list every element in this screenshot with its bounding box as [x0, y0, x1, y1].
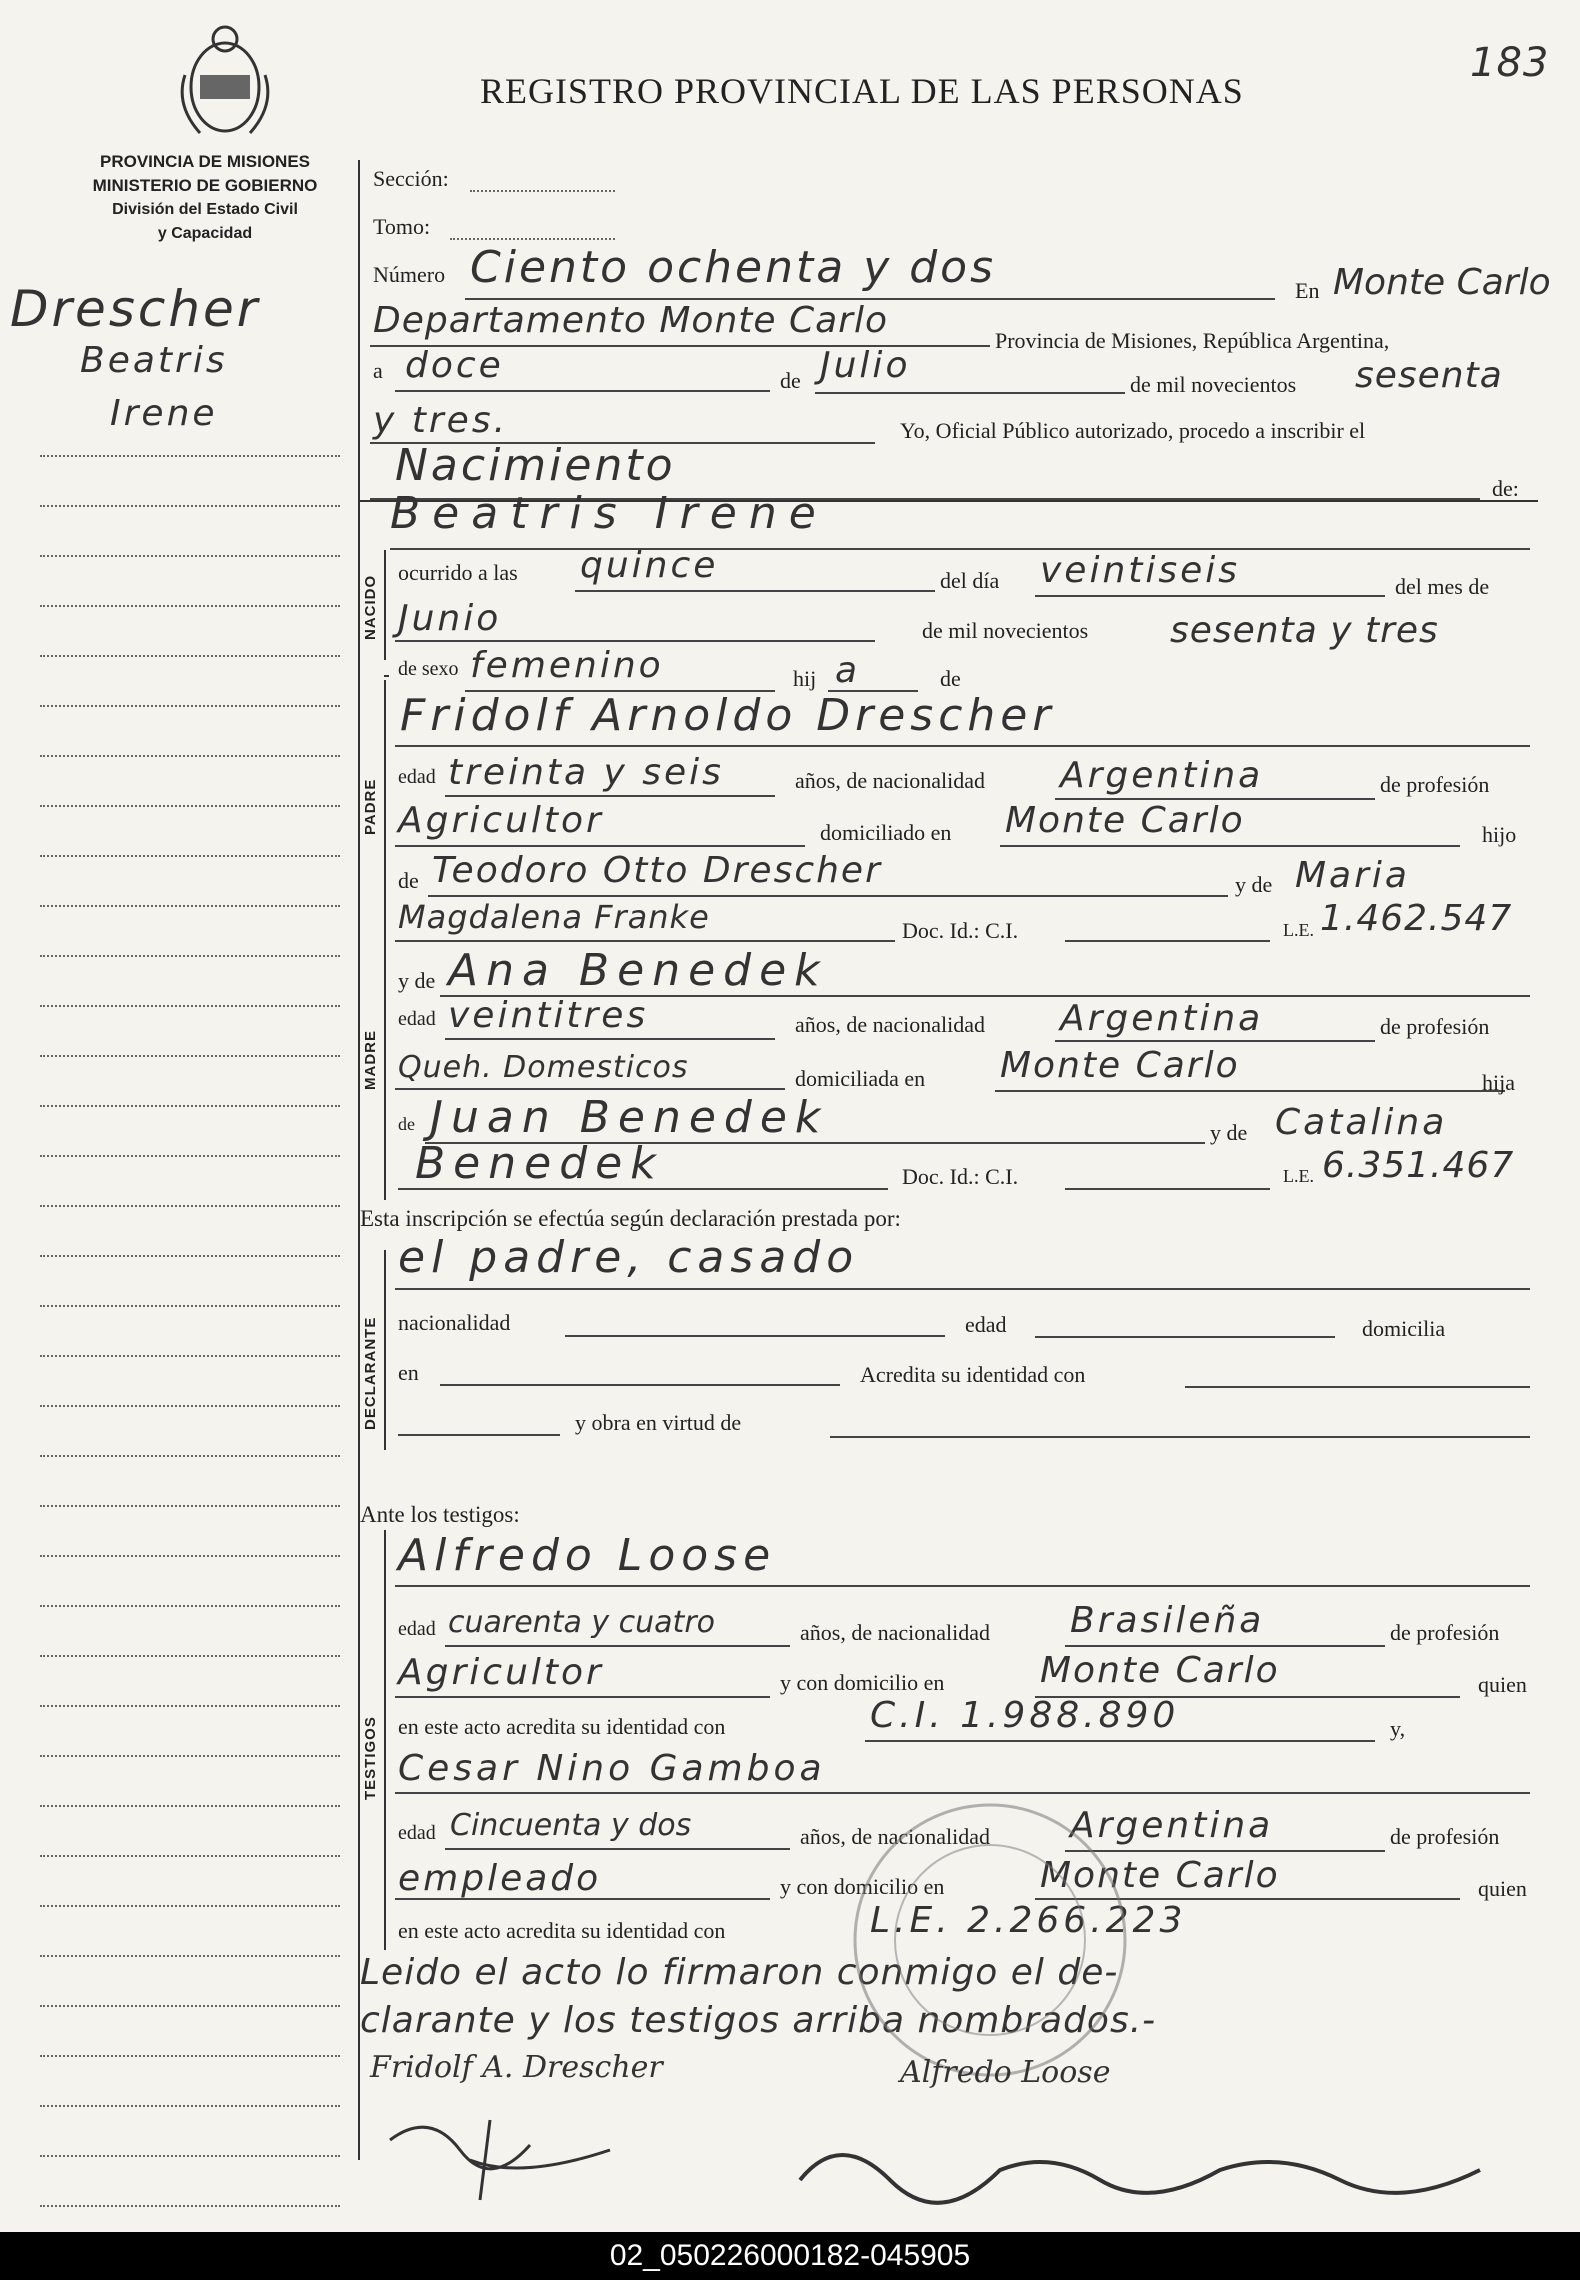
mes-nac-line: [395, 640, 875, 642]
label-t2-quien: quien: [1478, 1876, 1527, 1901]
t1-edad-line: [445, 1645, 790, 1647]
label-madre-le: L.E.: [1283, 1166, 1314, 1186]
decl-acredita-line: [1185, 1386, 1530, 1388]
label-declarante: DECLARANTE: [362, 1316, 379, 1430]
document-code: 02_050226000182-045905: [0, 2232, 1580, 2280]
label-tomo: Tomo:: [373, 214, 431, 239]
padre-top-tick: [384, 675, 389, 677]
label-del-mes: del mes de: [1395, 574, 1490, 599]
margin-dotted-line: [40, 1305, 340, 1307]
value-abuelo-pat: Teodoro Otto Drescher: [432, 850, 882, 891]
value-testigo2: Cesar Nino Gamboa: [398, 1748, 826, 1789]
label-de-colon: de:: [1492, 476, 1519, 501]
value-madre-edad: veintitres: [448, 995, 649, 1036]
label-t1-edad: edad: [398, 1618, 436, 1640]
label-domiciliada: domiciliada en: [795, 1066, 926, 1091]
label-acredita: Acredita su identidad con: [860, 1362, 1086, 1387]
value-t2-id: L.E. 2.266.223: [870, 1900, 1187, 1941]
margin-surname: Drescher: [10, 280, 261, 338]
value-madre-prof: Queh. Domesticos: [398, 1050, 689, 1085]
value-abuela-pat-1: Maria: [1295, 855, 1410, 896]
margin-dotted-line: [40, 1155, 340, 1157]
value-abuela-mat-1: Catalina: [1275, 1102, 1448, 1143]
value-nombre: Beatris Irene: [390, 488, 828, 539]
label-obra: y obra en virtud de: [575, 1410, 742, 1435]
value-mes: Julio: [820, 345, 911, 386]
margin-dotted-line: [40, 705, 340, 707]
margin-dotted-line: [40, 1005, 340, 1007]
label-hijo: hijo: [1482, 822, 1517, 847]
issuer-block: [60, 150, 350, 246]
abuela-pat-line: [395, 940, 895, 942]
value-madre-le: 6.351.467: [1322, 1145, 1515, 1186]
value-t1-dom: Monte Carlo: [1040, 1650, 1280, 1691]
page-number: 183: [1470, 40, 1550, 86]
margin-dotted-line: [40, 1705, 340, 1707]
value-dia-nac: veintiseis: [1040, 550, 1241, 591]
label-del-dia: del día: [940, 568, 1000, 593]
margin-dotted-line: [40, 1405, 340, 1407]
issuer-province: PROVINCIA DE MISIONES: [99, 152, 310, 171]
label-y-de-mat: y de: [1210, 1120, 1248, 1145]
value-mes-nac: Junio: [398, 598, 502, 639]
label-padre-edad: edad: [398, 766, 436, 788]
nacido-side-rule: [384, 550, 386, 660]
margin-dotted-line: [40, 2155, 340, 2157]
decl-obra-line: [830, 1436, 1530, 1438]
label-t2-domicilio: y con domicilio en: [780, 1874, 945, 1899]
value-padre-dom: Monte Carlo: [1005, 800, 1245, 841]
label-padre-profesion: de profesión: [1380, 772, 1490, 797]
label-seccion: Sección:: [373, 166, 449, 191]
label-nacido: NACIDO: [362, 574, 379, 640]
label-hij: hij: [793, 666, 817, 691]
tomo-line: [450, 238, 615, 240]
coat-of-arms-seal: [170, 15, 280, 145]
madre-side-rule: [384, 955, 386, 1200]
padre-side-rule: [384, 680, 386, 970]
testigos-side-rule: [384, 1530, 386, 1950]
label-madre-doc: Doc. Id.: C.I.: [902, 1164, 1019, 1189]
margin-dotted-line: [40, 1555, 340, 1557]
madre-ci-line: [1065, 1188, 1270, 1190]
mes-line: [815, 392, 1125, 394]
label-t2-edad: edad: [398, 1822, 436, 1844]
margin-dotted-line: [40, 1805, 340, 1807]
registry-stamp: [840, 1790, 1140, 2090]
label-nacionalidad: nacionalidad: [398, 1310, 511, 1335]
label-inscripcion: Esta inscripción se efectúa según declaración prestada por:: [360, 1206, 901, 1231]
padre-prof-line: [395, 845, 805, 847]
margin-name-1: Beatris: [80, 340, 228, 381]
decl-en-line: [440, 1384, 840, 1386]
label-decl-edad: edad: [965, 1312, 1007, 1337]
label-yo: Yo, Oficial Público autorizado, procedo a inscribir el: [900, 418, 1366, 443]
value-en: Monte Carlo: [1333, 262, 1551, 303]
value-t1-id: C.I. 1.988.890: [870, 1695, 1180, 1736]
margin-dotted-line: [40, 1505, 340, 1507]
label-a: a: [373, 358, 383, 383]
declarante-side-rule: [384, 1250, 386, 1450]
label-t1-anos-nac: años, de nacionalidad: [800, 1620, 990, 1645]
value-t1-nac: Brasileña: [1070, 1600, 1265, 1641]
value-madre-dom: Monte Carlo: [1000, 1045, 1240, 1086]
margin-divider: [358, 160, 360, 2160]
label-numero: Número: [373, 262, 446, 287]
label-madre-anos-nac: años, de nacionalidad: [795, 1012, 985, 1037]
margin-dotted-line: [40, 555, 340, 557]
margin-dotted-line: [40, 1205, 340, 1207]
label-t1-en-este-acto: en este acto acredita su identidad con: [398, 1714, 726, 1739]
value-departamento: Departamento Monte Carlo: [373, 300, 889, 341]
margin-dotted-line: [40, 2205, 340, 2207]
label-t1-quien: quien: [1478, 1672, 1527, 1697]
t1-nac-line: [1065, 1645, 1385, 1647]
madre-prof-line: [395, 1088, 785, 1090]
decl-nac-line: [565, 1335, 945, 1337]
margin-dotted-line: [40, 1855, 340, 1857]
hora-line: [575, 590, 935, 592]
value-t1-edad: cuarenta y cuatro: [448, 1605, 716, 1640]
label-de-mil: de mil novecientos: [1130, 372, 1297, 397]
margin-dotted-line: [40, 455, 340, 457]
margin-dotted-line: [40, 805, 340, 807]
margin-dotted-line: [40, 1055, 340, 1057]
label-y-comma: y,: [1390, 1716, 1406, 1741]
label-ocurrido: ocurrido a las: [398, 560, 518, 585]
label-de-padre: de: [940, 666, 961, 691]
margin-dotted-line: [40, 855, 340, 857]
value-sexo: femenino: [470, 645, 664, 686]
label-t2-en-este-acto: en este acto acredita su identidad con: [398, 1918, 726, 1943]
label-madre: MADRE: [362, 1030, 379, 1090]
value-declarante: el padre, casado: [398, 1232, 860, 1283]
margin-dotted-line: [40, 505, 340, 507]
issuer-ministry: MINISTERIO DE GOBIERNO: [92, 176, 318, 195]
dia-nac-line: [1035, 595, 1385, 597]
padre-ci-line: [1065, 940, 1270, 942]
label-padre: PADRE: [362, 778, 379, 835]
value-padre-le: 1.462.547: [1320, 898, 1513, 939]
padre-edad-line: [445, 795, 775, 797]
value-padre-prof: Agricultor: [398, 800, 604, 841]
label-padre-le: L.E.: [1283, 920, 1314, 940]
label-t2-profesion: de profesión: [1390, 1824, 1500, 1849]
label-hija: hija: [1482, 1070, 1515, 1095]
margin-dotted-line: [40, 1905, 340, 1907]
value-padre-edad: treinta y seis: [448, 752, 724, 793]
margin-dotted-line: [40, 1105, 340, 1107]
value-t2-prof: empleado: [398, 1858, 602, 1899]
value-madre-nombre: Ana Benedek: [448, 945, 828, 996]
abuelo-pat-line: [428, 895, 1228, 897]
signature-oficial: [780, 2110, 1540, 2220]
madre-nac-line: [1055, 1040, 1375, 1042]
label-t2-anos-nac: años, de nacionalidad: [800, 1824, 990, 1849]
value-t2-nac: Argentina: [1070, 1805, 1274, 1846]
label-de-mes: de: [780, 368, 801, 393]
signature-testigo-2: [370, 2100, 670, 2210]
closing-line-2: clarante y los testigos arriba nombrados.-: [360, 2000, 1157, 2041]
margin-dotted-line: [40, 2005, 340, 2007]
label-en: En: [1295, 278, 1320, 303]
decl-edad-line: [1035, 1336, 1335, 1338]
margin-dotted-line: [40, 1655, 340, 1657]
value-anio-2: y tres.: [373, 400, 509, 441]
margin-dotted-line: [40, 905, 340, 907]
value-t2-dom: Monte Carlo: [1040, 1855, 1280, 1896]
label-ante: Ante los testigos:: [360, 1502, 520, 1527]
margin-dotted-line: [40, 1255, 340, 1257]
value-madre-nac: Argentina: [1060, 998, 1264, 1039]
value-testigo1: Alfredo Loose: [398, 1530, 777, 1581]
t1-prof-line: [395, 1696, 770, 1698]
value-abuela-mat-2: Benedek: [415, 1138, 664, 1189]
margin-dotted-line: [40, 655, 340, 657]
label-y-de-madre: y de: [398, 968, 436, 993]
signature-testigo: Alfredo Loose: [900, 2055, 1111, 2090]
label-decl-en: en: [398, 1360, 419, 1385]
margin-dotted-line: [40, 1605, 340, 1607]
padre-nombre-line: [395, 745, 1530, 747]
label-y-de-pat: y de: [1235, 872, 1273, 897]
decl-obra-prefix-line: [398, 1434, 560, 1436]
padre-dom-line: [1000, 845, 1460, 847]
label-de-abuelo-pat: de: [398, 868, 419, 893]
issuer-division-2: y Capacidad: [157, 225, 253, 242]
margin-dotted-line: [40, 1455, 340, 1457]
closing-line-1: Leido el acto lo firmaron conmigo el de-: [360, 1952, 1119, 1993]
nombre-line: [390, 548, 1530, 550]
t2-edad-line: [445, 1848, 790, 1850]
label-t1-domicilio: y con domicilio en: [780, 1670, 945, 1695]
label-provincia: Provincia de Misiones, República Argentina,: [995, 328, 1390, 353]
value-acto: Nacimiento: [395, 440, 676, 491]
seccion-line: [470, 190, 615, 192]
margin-name-2: Irene: [110, 393, 218, 434]
value-padre-nombre: Fridolf Arnoldo Drescher: [400, 690, 1056, 741]
t1-id-line: [865, 1740, 1375, 1742]
label-madre-edad: edad: [398, 1008, 436, 1030]
margin-dotted-line: [40, 2055, 340, 2057]
label-domicilia: domicilia: [1362, 1316, 1446, 1341]
label-t1-profesion: de profesión: [1390, 1620, 1500, 1645]
label-de-sexo: de sexo: [398, 658, 459, 680]
label-de-abuelo-mat: de: [398, 1114, 415, 1134]
madre-dom-line: [995, 1090, 1505, 1092]
madre-edad-line: [445, 1038, 775, 1040]
label-padre-anos-nac: años, de nacionalidad: [795, 768, 985, 793]
value-abuela-pat-2: Magdalena Franke: [398, 898, 710, 936]
label-de-mil-2: de mil novecientos: [922, 618, 1089, 643]
declarante-line: [395, 1288, 1530, 1290]
margin-dotted-line: [40, 755, 340, 757]
dia-line: [395, 390, 770, 392]
margin-dotted-line: [40, 605, 340, 607]
label-testigos: TESTIGOS: [362, 1716, 379, 1800]
t2-prof-line: [395, 1898, 770, 1900]
label-domiciliado: domiciliado en: [820, 820, 952, 845]
abuela-mat-line: [398, 1188, 888, 1190]
value-padre-nac: Argentina: [1060, 755, 1264, 796]
value-numero: Ciento ochenta y dos: [470, 242, 997, 293]
value-anio-nac: sesenta y tres: [1170, 610, 1439, 651]
value-hora: quince: [580, 545, 719, 586]
document-title: REGISTRO PROVINCIAL DE LAS PERSONAS: [480, 71, 1244, 111]
label-padre-doc: Doc. Id.: C.I.: [902, 918, 1019, 943]
value-t1-prof: Agricultor: [398, 1652, 604, 1693]
value-dia: doce: [405, 345, 504, 386]
signature-declarante: Fridolf A. Drescher: [370, 2050, 663, 2085]
issuer-division: División del Estado Civil: [112, 201, 298, 218]
testigo1-line: [395, 1585, 1530, 1587]
margin-dotted-line: [40, 1355, 340, 1357]
value-hij-suffix: a: [835, 650, 861, 691]
margin-dotted-line: [40, 1755, 340, 1757]
value-t2-edad: Cincuenta y dos: [450, 1808, 692, 1843]
value-anio-1: sesenta: [1355, 355, 1503, 396]
margin-dotted-line: [40, 955, 340, 957]
value-abuelo-mat: Juan Benedek: [430, 1092, 829, 1143]
label-madre-profesion: de profesión: [1380, 1014, 1490, 1039]
margin-dotted-line: [40, 2105, 340, 2107]
margin-dotted-line: [40, 1955, 340, 1957]
